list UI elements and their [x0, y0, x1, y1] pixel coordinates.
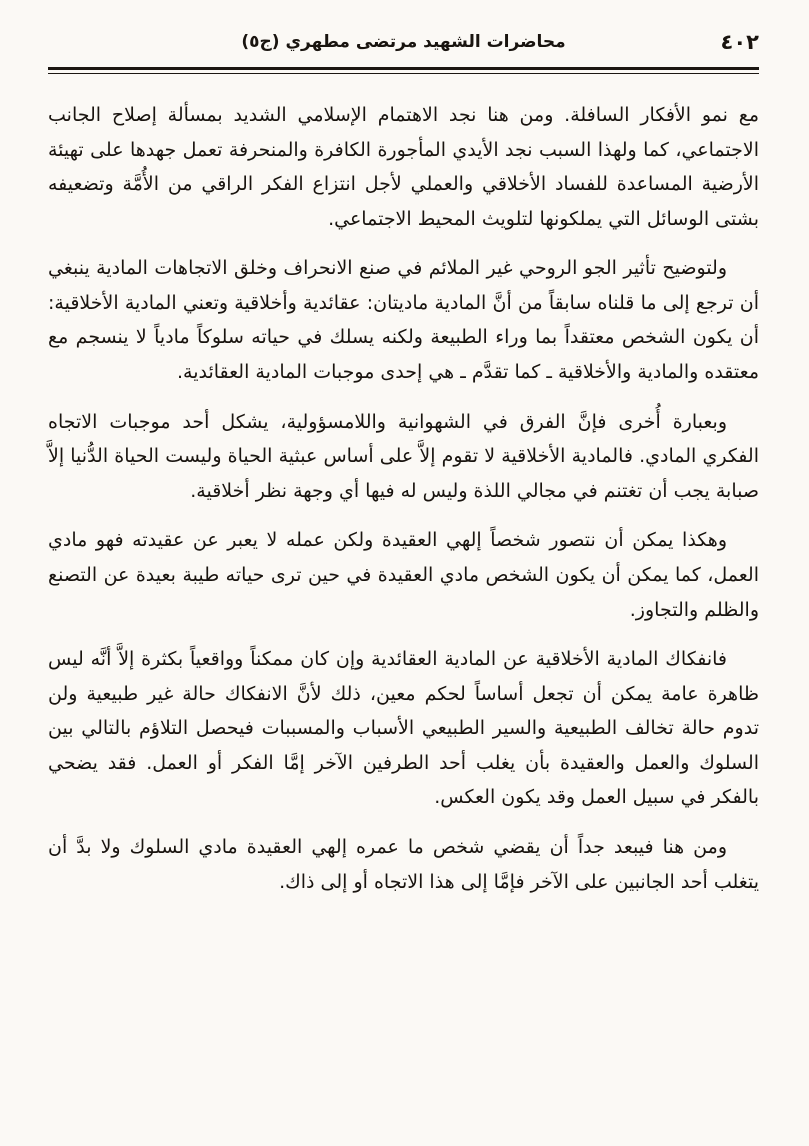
- paragraph: مع نمو الأفكار السافلة. ومن هنا نجد الاهتمام الإسلامي الشديد بمسألة إصلاح الجانب الاجتماعي، كما ولهذا السبب نجد الأيدي المأجورة الكافرة والمنحرفة تعمل جهدها على تهيئة الأرضية المساعدة للفساد الأخلاقي والعملي لأجل انتزاع الفكر الراقي من الأُمَّة وتضعيفه بشتى الوسائل التي يملكونها لتلويث المحيط الاجتماعي.: [48, 104, 759, 230]
- page-number: ٤٠٢: [720, 30, 759, 54]
- paragraph: ولتوضيح تأثير الجو الروحي غير الملائم في صنع الانحراف وخلق الاتجاهات المادية ينبغي أن ترجع إلى ما قلناه سابقاً من أنَّ المادية ماديتان: عقائدية وأخلاقية وتعني المادية الأخلاقية: أن يكون الشخص معتقداً بما وراء الطبيعة ولكنه يسلك في حياته سلوكاً مادياً لا ينسجم مع معتقده والمادية والأخلاقية ـ كما تقدَّم ـ هي إحدى موجبات المادية العقائدية.: [48, 257, 759, 384]
- paragraph: ومن هنا فيبعد جداً أن يقضي شخص ما عمره إلهي العقيدة مادي السلوك ولا بدَّ أن يتغلب أحد الجانبين على الآخر فإمَّا إلى هذا الاتجاه أو إلى ذاك.: [48, 835, 759, 893]
- page-body: [48, 98, 759, 899]
- page-header: [48, 24, 759, 60]
- header-spacer: [48, 42, 138, 43]
- paragraph: فانفكاك المادية الأخلاقية عن المادية العقائدية وإن كان ممكناً وواقعياً بكثرة إلاَّ أنَّه ليس ظاهرة عامة يمكن أن تجعل أساساً لحكم معين، ذلك لأنَّ الانفكاك حالة غير طبيعية ولن تدوم حالة تخالف الطبيعية والسير الطبيعي الأسباب والمسببات فيحصل التلاؤم بالتالي بين السلوك والعمل والعقيدة بأن يغلب أحد الطرفين الآخر إمَّا الفكر أو العمل. فقد يضحي بالفكر في سبيل العمل وقد يكون العكس.: [48, 648, 759, 809]
- paragraph: وبعبارة أُخرى فإنَّ الفرق في الشهوانية واللامسؤولية، يشكل أحد موجبات الاتجاه الفكري المادي. فالمادية الأخلاقية لا تقوم إلاَّ على أساس عبثية الحياة وليست الحياة الدُّنيا إلاَّ صبابة يجب أن تغتنم في مجالي اللذة وليس له فيها أي وجهة نظر أخلاقية.: [48, 410, 759, 502]
- paragraph: وهكذا يمكن أن نتصور شخصاً إلهي العقيدة ولكن عمله لا يعبر عن عقيدته فهو مادي العمل، كما يمكن أن يكون الشخص مادي العقيدة في حين ترى حياته طيبة بعيدة عن التصنع والظلم والتجاوز.: [48, 529, 759, 621]
- running-title: محاضرات الشهيد مرتضى مطهري (ج٥): [241, 32, 566, 52]
- header-divider: [48, 67, 759, 74]
